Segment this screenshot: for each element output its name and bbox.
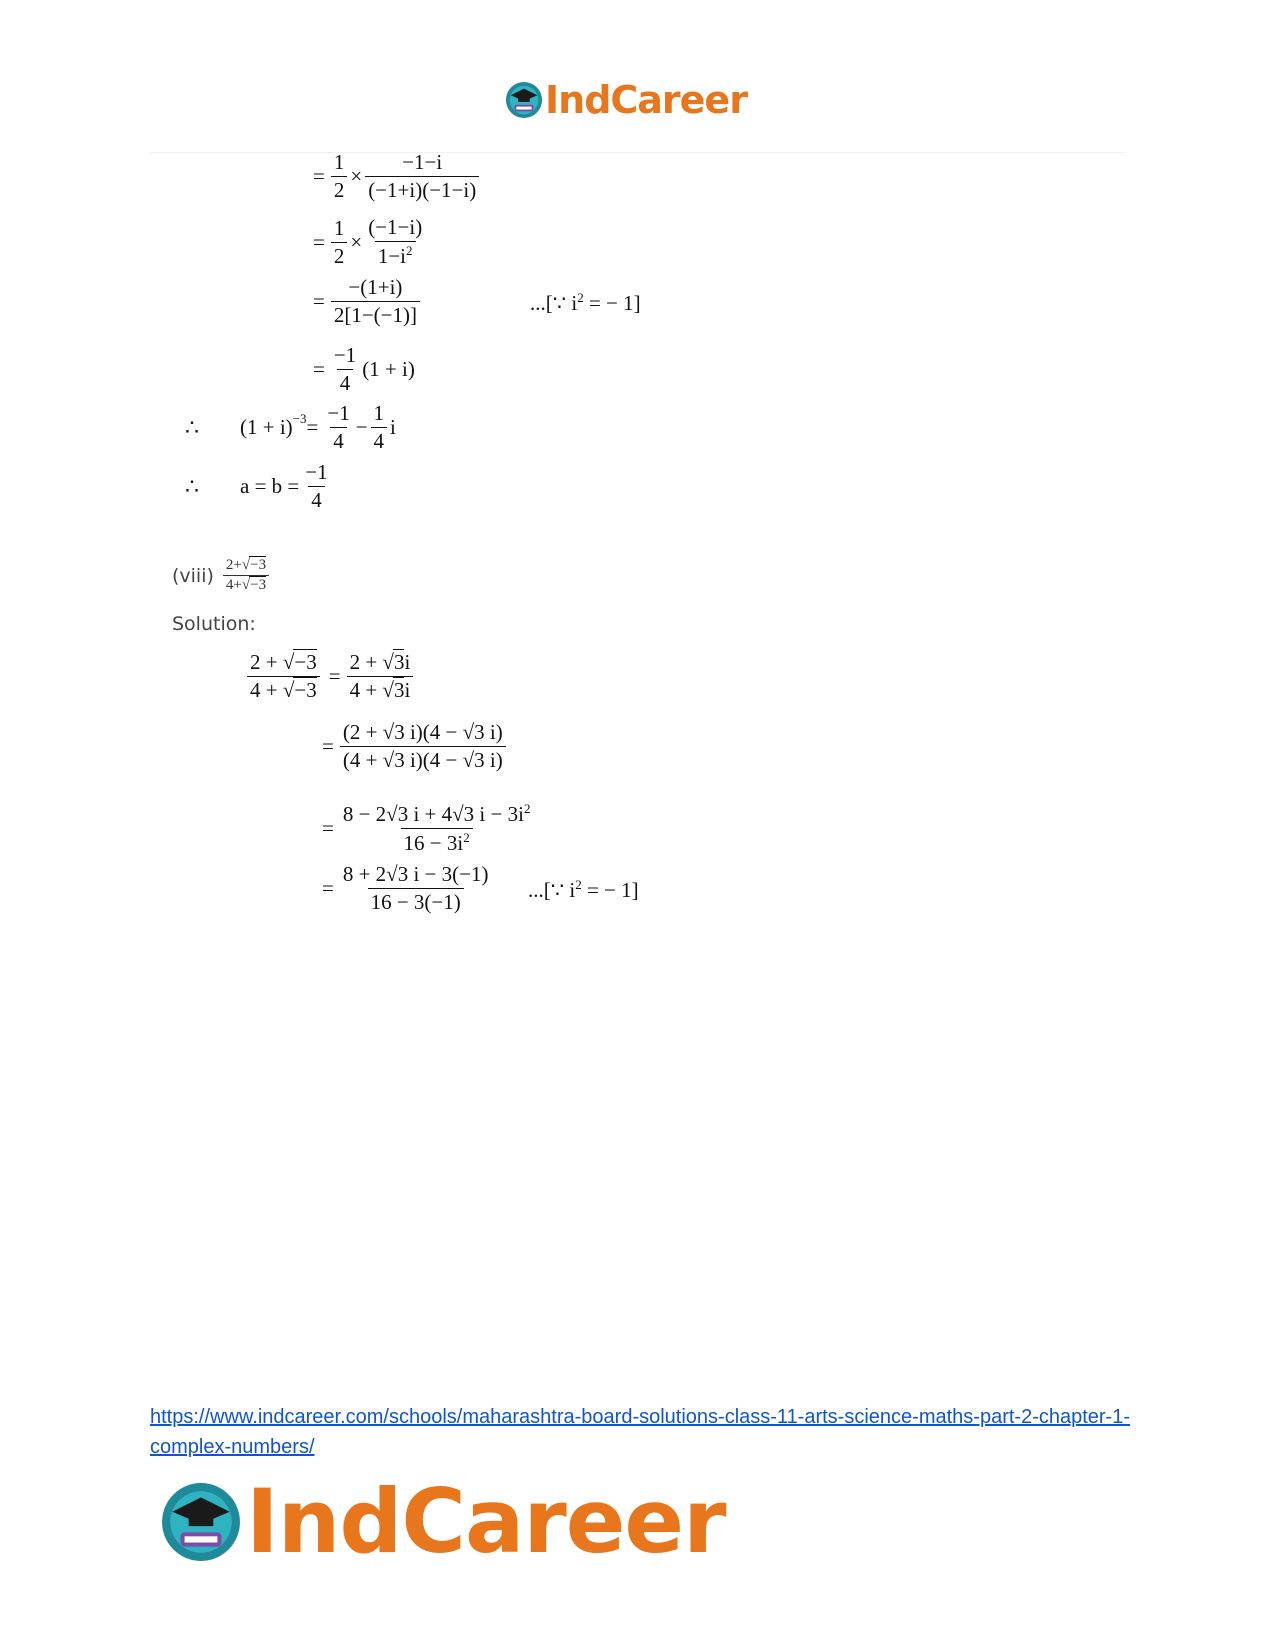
- header-divider: [150, 152, 1125, 153]
- step-viii-1: $\frac{2 + √-3}{4 + √-3}$ = $\frac{2 + √3i}{4 + √3i}$: [244, 650, 416, 703]
- step-viii-4: = $\frac{8 + 2√3 i - 3(-1)}{16 - 3(-1)}$: [322, 862, 489, 914]
- step-viii-2: = $\frac{(2 + √3 i)(4 - √3 i)}{(4 + √3 i)(4 - √3 i)}$: [322, 720, 509, 773]
- step-vii-6: ∴ a = b = $\frac{-1}{4}$: [185, 460, 328, 512]
- brand-name: IndCareer: [545, 78, 747, 122]
- note-i-squared-2: ...[∵ $i^2$ = − 1]: [528, 877, 639, 902]
- step-vii-4: = $\frac{-1}{4}$ (1 + i): [313, 343, 415, 395]
- step-viii-3: = $\frac{8 - 2√3 i + 4√3 i - 3i^2}{16 - 3i^2}$: [322, 801, 531, 855]
- solution-label: Solution:: [172, 613, 256, 635]
- header-logo: [505, 78, 747, 122]
- footer-logo: [160, 1470, 726, 1573]
- step-vii-1: = $\frac{1}{2}$ × $\frac{-1-i}{(-1+i)(-1-i)}$: [313, 150, 482, 203]
- source-link[interactable]: https://www.indcareer.com/schools/maharashtra-board-solutions-class-11-arts-science-maths-part-2-chapter-1-complex-numbers/: [150, 1406, 1130, 1458]
- question-viii: (viii) $\frac{2+√-3}{4+√-3}$: [172, 557, 272, 594]
- brand-name-footer: IndCareer: [246, 1470, 726, 1573]
- graduation-cap-book-icon: [505, 81, 543, 119]
- step-vii-3: = $\frac{-(1+i)}{2[1-(-1)]}$: [313, 275, 423, 328]
- note-i-squared: ...[∵ $i^2$ = − 1]: [530, 290, 641, 315]
- graduation-cap-book-icon: [160, 1481, 242, 1563]
- step-vii-2: = $\frac{1}{2}$ × $\frac{(-1-i)}{1-i^2}$: [313, 215, 423, 268]
- step-vii-5: ∴ (1 + i) $^{-3}$ = $\frac{-1}{4}$ − $\frac{1}{4}$ i: [185, 401, 396, 453]
